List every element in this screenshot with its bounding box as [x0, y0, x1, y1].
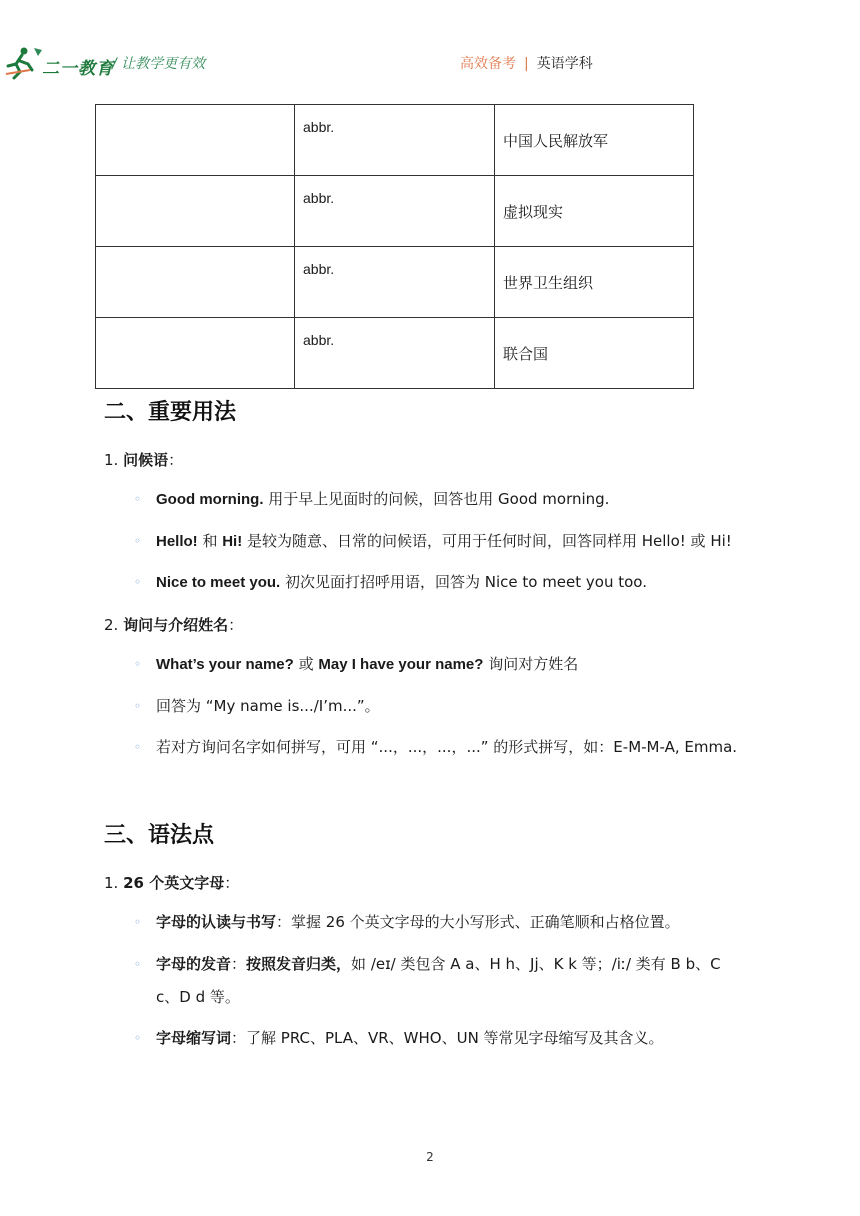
bullet-icon: ◦ [134, 657, 142, 671]
list-item-text: 若对方询问名字如何拼写，可用 “...，...，...，...” 的形式拼写，如：E-M-M-A, Emma. [156, 738, 738, 756]
numbered-item [104, 449, 183, 470]
list-item-text: ： [231, 955, 247, 973]
bold-phrase: Good morning. [156, 491, 264, 508]
word-cell [96, 105, 295, 176]
word-cell [96, 318, 295, 389]
word-cell [96, 247, 295, 318]
item-colon: ： [224, 874, 240, 892]
bold-phrase: 字母缩写词 [156, 1029, 232, 1047]
bullet-icon: ◦ [134, 534, 142, 548]
list-item-text: 初次见面打招呼用语，回答为 Nice to meet you too. [280, 573, 647, 591]
header-separator: | [524, 56, 529, 72]
item-colon: ： [168, 451, 184, 469]
list-item-text: 或 [293, 655, 319, 673]
bullet-icon: ◦ [134, 1031, 142, 1045]
bold-phrase: May I have your name? [318, 656, 484, 673]
bullet-icon: ◦ [134, 915, 142, 929]
bold-phrase: Nice to meet you. [156, 574, 281, 591]
list-item-text: ：了解 PRC、PLA、VR、WHO、UN 等常见字母缩写及其含义。 [231, 1029, 664, 1047]
item-number: 2. [104, 616, 119, 634]
bold-phrase: Hello! [156, 533, 198, 550]
bold-phrase: 按照发音归类， [246, 955, 352, 973]
bold-phrase: 字母的发音 [156, 955, 232, 973]
item-label: 26 个英文字母 [123, 874, 225, 892]
meaning-cell: 世界卫生组织 [495, 247, 694, 318]
pos-cell: abbr. [295, 318, 495, 389]
meaning-cell: 中国人民解放军 [495, 105, 694, 176]
section-title: 三、语法点 [104, 823, 215, 848]
list-item-text: 和 [197, 532, 223, 550]
item-number: 1. [104, 451, 119, 469]
runner-logo-icon [4, 44, 44, 80]
list-item-text: c、D d 等。 [156, 988, 240, 1006]
pos-cell: abbr. [295, 247, 495, 318]
bullet-icon: ◦ [134, 492, 142, 506]
list-item-text: 用于早上见面时的问候，回答也用 Good morning. [263, 490, 610, 508]
bold-phrase: 字母的认读与书写 [156, 913, 277, 931]
item-label: 询问与介绍姓名 [123, 616, 229, 634]
bold-phrase: What’s your name? [156, 656, 294, 673]
list-item-text: 如 /eɪ/ 类包含 A a、H h、Jj、K k 等；/iː/ 类有 B b、C [351, 955, 721, 973]
bullet-icon: ◦ [134, 957, 142, 971]
numbered-item [104, 614, 243, 635]
page-number: 2 [426, 1150, 434, 1164]
table-row [96, 105, 694, 176]
word-cell [96, 176, 295, 247]
list-item-text: 是较为随意、日常的问候语，可用于任何时间，回答同样用 Hello! 或 Hi! [242, 532, 732, 550]
bullet-icon: ◦ [134, 575, 142, 589]
list-item-text: 回答为 “My name is.../I’m...”。 [156, 697, 380, 715]
meaning-cell: 联合国 [495, 318, 694, 389]
pos-cell: abbr. [295, 176, 495, 247]
table-row [96, 176, 694, 247]
bullet-icon: ◦ [134, 740, 142, 754]
list-item-text: 询问对方姓名 [483, 655, 579, 673]
list-item-text: ：掌握 26 个英文字母的大小写形式、正确笔顺和占格位置。 [276, 913, 680, 931]
item-colon: ： [228, 616, 244, 634]
bold-phrase: Hi! [222, 533, 243, 550]
section-title: 二、重要用法 [104, 400, 237, 425]
item-number: 1. [104, 874, 119, 892]
logo [4, 44, 114, 80]
page-header [0, 0, 860, 90]
item-label: 问候语 [123, 451, 169, 469]
table-row [96, 247, 694, 318]
numbered-item [104, 872, 239, 893]
meaning-cell: 虚拟现实 [495, 176, 694, 247]
bullet-icon: ◦ [134, 699, 142, 713]
logo-text: 二一教育 [42, 59, 114, 79]
pos-cell: abbr. [295, 105, 495, 176]
header-subject-name: 英语学科 [536, 56, 593, 72]
header-slogan: / 让教学更有效 [112, 56, 206, 72]
header-subject [460, 53, 593, 73]
vocab-table [95, 104, 694, 389]
header-tag: 高效备考 [460, 56, 516, 72]
table-row [96, 318, 694, 389]
